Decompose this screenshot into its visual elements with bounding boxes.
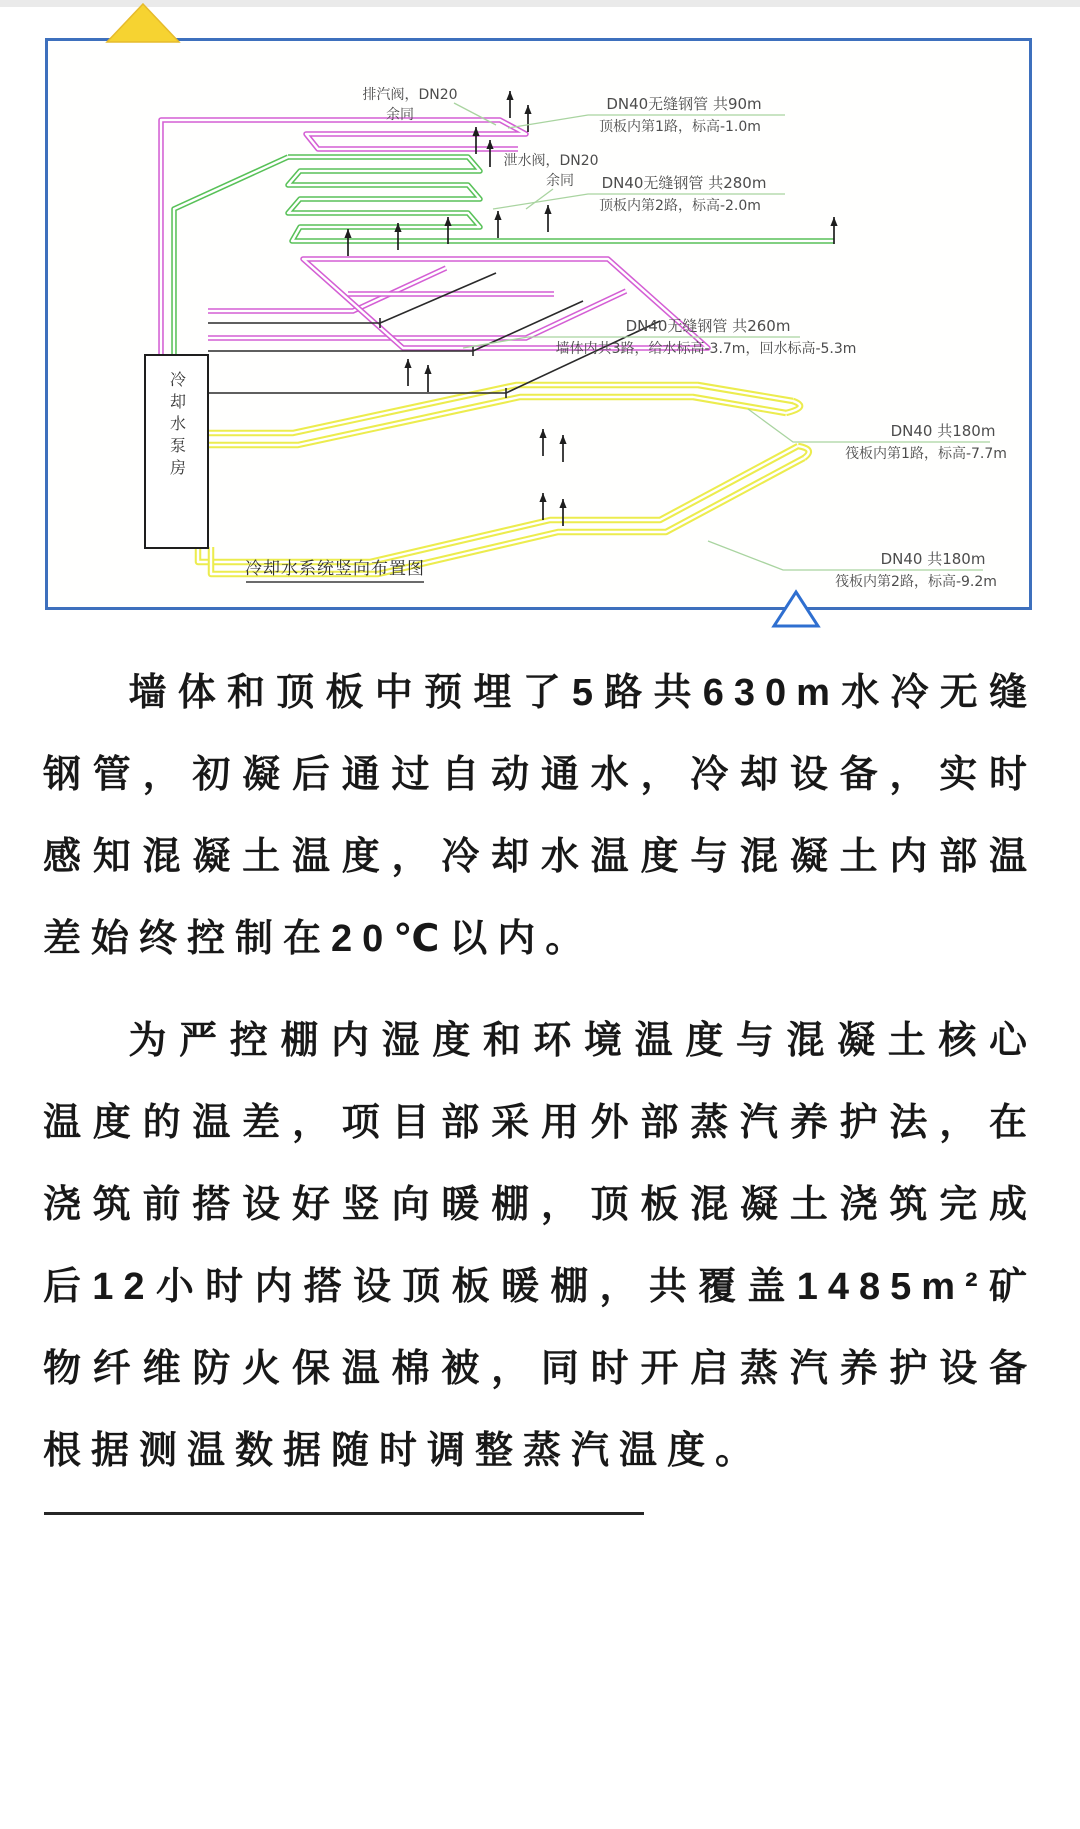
pipe-label-2-line1: DN40无缝钢管 共280m [601,174,767,192]
diagram-title: 冷却水系统竖向布置图 [245,559,425,579]
valve-label-1-line2: 余同 [386,107,414,123]
pipe-label-5-line1: DN40 共180m [880,550,986,568]
pipe-label-1-line2: 顶板内第1路，标高-1.0m [599,119,761,135]
pipe-label-5-line2: 筏板内第2路，标高-9.2m [835,574,997,590]
valve-label-1-line1: 排汽阀，DN20 [362,87,458,103]
yellow-pipe-circuit-1 [208,385,800,445]
yellow-pipe-circuit-2 [198,446,809,574]
valve-label-2-line2: 余同 [546,173,574,189]
pipe-label-4-line1: DN40 共180m [890,422,996,440]
cooling-water-diagram-svg [48,41,1029,607]
pipe-label-3-line1: DN40无缝钢管 共260m [625,317,791,335]
pipe-label-1-line1: DN40无缝钢管 共90m [606,95,762,113]
paragraph-steam-curing: 为严控棚内湿度和环境温度与混凝土核心温度的温差，项目部采用外部蒸汽养护法，在浇筑前搭设好竖向暖棚，顶板混凝土浇筑完成后12小时内搭设顶板暖棚，共覆盖1485m²矿物纤维防火保温棉被，同时开启蒸汽养护设备根据测温数据随时调整蒸汽温度。 [43,1020,1037,1472]
yellow-triangle-marker [105,2,181,44]
valve-label-2-line1: 泄水阀，DN20 [503,153,599,169]
pump-house-label: 冷却水泵房 [167,371,185,481]
pipe-label-3-line2: 墙体内共3路，给水标高-3.7m，回水标高-5.3m [555,341,857,357]
cooling-water-diagram-figure[interactable] [45,38,1032,610]
blue-triangle-marker [770,588,822,630]
article-body [0,652,1080,1515]
pipe-label-2-line2: 顶板内第2路，标高-2.0m [599,198,761,214]
pump-house [145,355,208,548]
bottom-divider-line [44,1512,644,1515]
paragraph-cooling-pipes: 墙体和顶板中预埋了5路共630m水冷无缝钢管，初凝后通过自动通水，冷却设备，实时感知混凝土温度，冷却水温度与混凝土内部温差始终控制在20℃以内。 [43,672,1037,960]
pipe-label-4-line2: 筏板内第1路，标高-7.7m [845,446,1007,462]
